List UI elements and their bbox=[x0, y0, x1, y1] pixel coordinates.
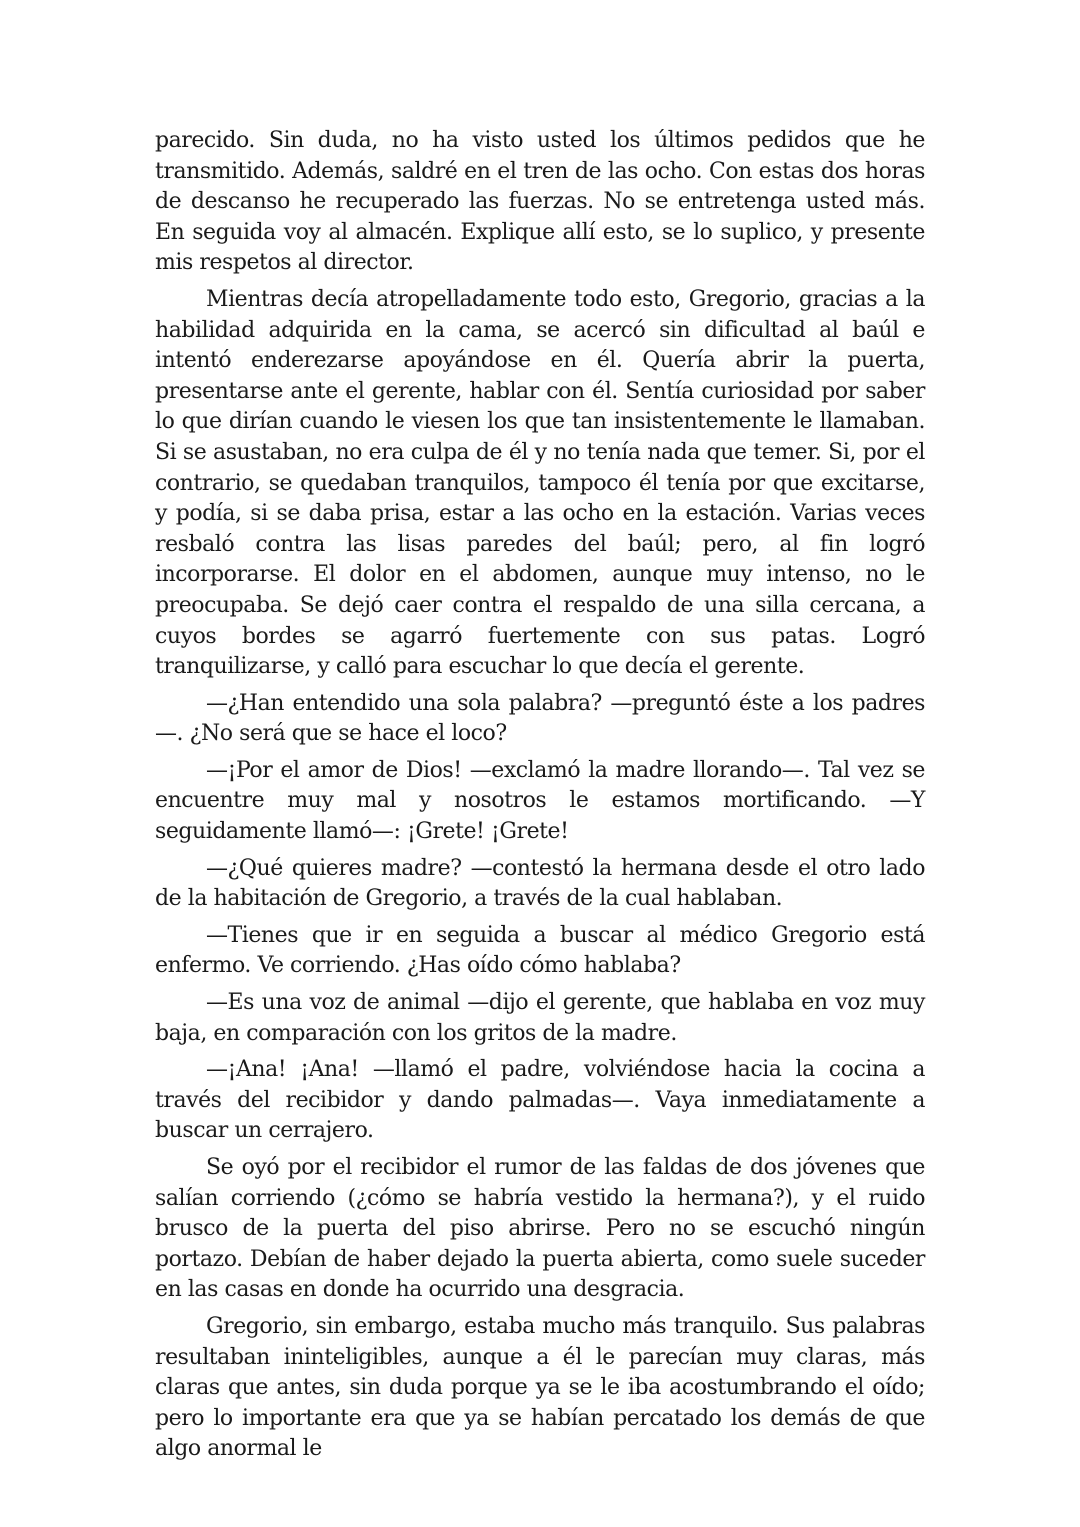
page-body bbox=[155, 126, 925, 1462]
paragraph-6: —Tienes que ir en seguida a buscar al médico Gregorio está enfermo. Ve corriendo. ¿Has oído cómo hablaba? bbox=[155, 922, 925, 979]
paragraph-5: —¿Qué quieres madre? —contestó la hermana desde el otro lado de la habitación de Gregorio, a través de la cual hablaban. bbox=[155, 855, 925, 912]
paragraph-3: —¿Han entendido una sola palabra? —preguntó éste a los padres—. ¿No será que se hace el loco? bbox=[155, 690, 925, 747]
paragraph-2: Mientras decía atropelladamente todo esto, Gregorio, gracias a la habilidad adquirida en la cama, se acercó sin dificultad al baúl e intentó enderezarse apoyándose en él. Quería abrir la puerta, presentarse ante el gerente, hablar con él. Sentía curiosidad por saber lo que dirían cuando le viesen los que tan insistentemente le llamaban. Si se asustaban, no era culpa de él y no tenía nada que temer. Si, por el contrario, se quedaban tranquilos, tampoco él tenía por que excitarse, y podía, si se daba prisa, estar a las ocho en la estación. Varias veces resbaló contra las lisas paredes del baúl; pero, al fin logró incorporarse. El dolor en el abdomen, aunque muy intenso, no le preocupaba. Se dejó caer contra el respaldo de una silla cercana, a cuyos bordes se agarró fuertemente con sus patas. Logró tranquilizarse, y calló para escuchar lo que decía el gerente. bbox=[155, 286, 925, 680]
paragraph-1: parecido. Sin duda, no ha visto usted los últimos pedidos que he transmitido. Además, saldré en el tren de las ocho. Con estas dos horas de descanso he recuperado las fuerzas. No se entretenga usted más. En seguida voy al almacén. Explique allí esto, se lo suplico, y presente mis respetos al director. bbox=[155, 128, 925, 276]
paragraph-4: —¡Por el amor de Dios! —exclamó la madre llorando—. Tal vez se encuentre muy mal y nosotros le estamos mortificando. —Y seguidamente llamó—: ¡Grete! ¡Grete! bbox=[155, 757, 925, 845]
paragraph-10: Gregorio, sin embargo, estaba mucho más tranquilo. Sus palabras resultaban ininteligibles, aunque a él le parecían muy claras, más claras que antes, sin duda porque ya se le iba acostumbrando el oído; pero lo importante era que ya se habían percatado los demás de que algo anormal le bbox=[155, 1313, 925, 1462]
paragraph-9: Se oyó por el recibidor el rumor de las faldas de dos jóvenes que salían corriendo (¿cómo se habría vestido la hermana?), y el ruido brusco de la puerta del piso abrirse. Pero no se escuchó ningún portazo. Debían de haber dejado la puerta abierta, como suele suceder en las casas en donde ha ocurrido una desgracia. bbox=[155, 1155, 925, 1303]
paragraph-7: —Es una voz de animal —dijo el gerente, que hablaba en voz muy baja, en comparación con los gritos de la madre. bbox=[155, 990, 925, 1046]
paragraph-8: —¡Ana! ¡Ana! —llamó el padre, volviéndose hacia la cocina a través del recibidor y dando palmadas—. Vaya inmediatamente a buscar un cerrajero. bbox=[155, 1057, 925, 1144]
